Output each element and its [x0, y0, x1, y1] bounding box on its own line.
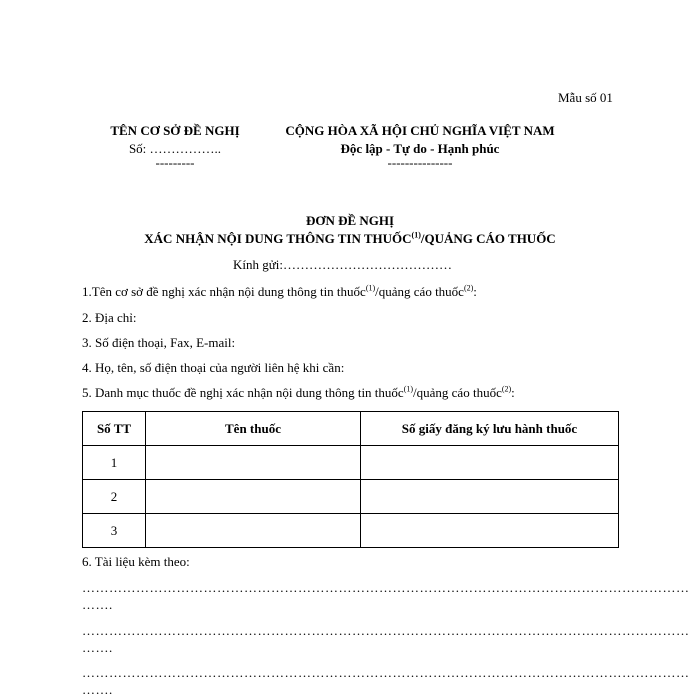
table-header-row [83, 412, 619, 446]
form-number: Mẫu số 01 [558, 90, 613, 105]
right-header-rule: --------------- [387, 155, 453, 170]
dotted-line: ……………………………………………………………………………………………………………………… [82, 623, 690, 638]
header-registration-number: Số giấy đăng ký lưu hành thuốc [361, 412, 619, 446]
dotted-line: ……………………………………………………………………………………………………………………… [82, 580, 690, 595]
item-5-footnote-2: (2) [501, 384, 512, 394]
item-5 [82, 385, 515, 401]
header-ordinal: Số TT [83, 412, 146, 446]
cell-registration-number [361, 446, 619, 480]
cell-ordinal: 1 [83, 446, 146, 480]
header-drug-name: Tên thuốc [146, 412, 361, 446]
subtitle-part-2: /QUẢNG CÁO THUỐC [420, 231, 556, 246]
item-5-footnote-1: (1) [403, 384, 414, 394]
cell-ordinal: 3 [83, 514, 146, 548]
item-1-footnote-1: (1) [365, 283, 376, 293]
item-1-text-a: 1.Tên cơ sở đề nghị xác nhận nội dung thông tin thuốc [82, 284, 366, 299]
table-row [83, 514, 619, 548]
item-5-text-b: /quảng cáo thuốc [413, 385, 502, 400]
dotted-line-end: ……. [82, 640, 113, 655]
table-row [83, 446, 619, 480]
document-number-line: Số: …………….. [128, 141, 222, 156]
cell-drug-name [146, 446, 361, 480]
item-5-text-a: 5. Danh mục thuốc đề nghị xác nhận nội dung thông tin thuốc [82, 385, 404, 400]
item-1 [82, 284, 477, 300]
country-name: CỘNG HÒA XÃ HỘI CHỦ NGHĨA VIỆT NAM [285, 123, 555, 138]
item-6: 6. Tài liệu kèm theo: [82, 554, 190, 569]
dotted-line-end: ……. [82, 597, 113, 612]
item-1-text-c: : [473, 284, 477, 299]
table-row [83, 480, 619, 514]
item-3: 3. Số điện thoại, Fax, E-mail: [82, 335, 236, 350]
item-5-text-c: : [511, 385, 515, 400]
cell-ordinal: 2 [83, 480, 146, 514]
item-1-text-b: /quảng cáo thuốc [375, 284, 464, 299]
cell-drug-name [146, 514, 361, 548]
national-motto: Độc lập - Tự do - Hạnh phúc [340, 141, 500, 156]
subtitle-part-1: XÁC NHẬN NỘI DUNG THÔNG TIN THUỐC [144, 231, 412, 246]
item-1-footnote-2: (2) [463, 283, 474, 293]
left-header-rule: --------- [155, 155, 195, 170]
cell-registration-number [361, 514, 619, 548]
cell-drug-name [146, 480, 361, 514]
dotted-line: ……………………………………………………………………………………………………………………… [82, 665, 690, 680]
subtitle-footnote-1: (1) [411, 230, 421, 240]
addressee-line: Kính gửi:………………………………… [233, 257, 453, 272]
dotted-line-end: ……. [82, 682, 113, 697]
cell-registration-number [361, 480, 619, 514]
document-subtitle [0, 231, 700, 247]
item-4: 4. Họ, tên, số điện thoại của người liên hệ khi cần: [82, 360, 345, 375]
item-2: 2. Địa chỉ: [82, 310, 137, 325]
drug-list-table [82, 411, 619, 548]
document-title: ĐƠN ĐỀ NGHỊ [305, 213, 395, 228]
org-name-label: TÊN CƠ SỞ ĐỀ NGHỊ [110, 123, 240, 138]
